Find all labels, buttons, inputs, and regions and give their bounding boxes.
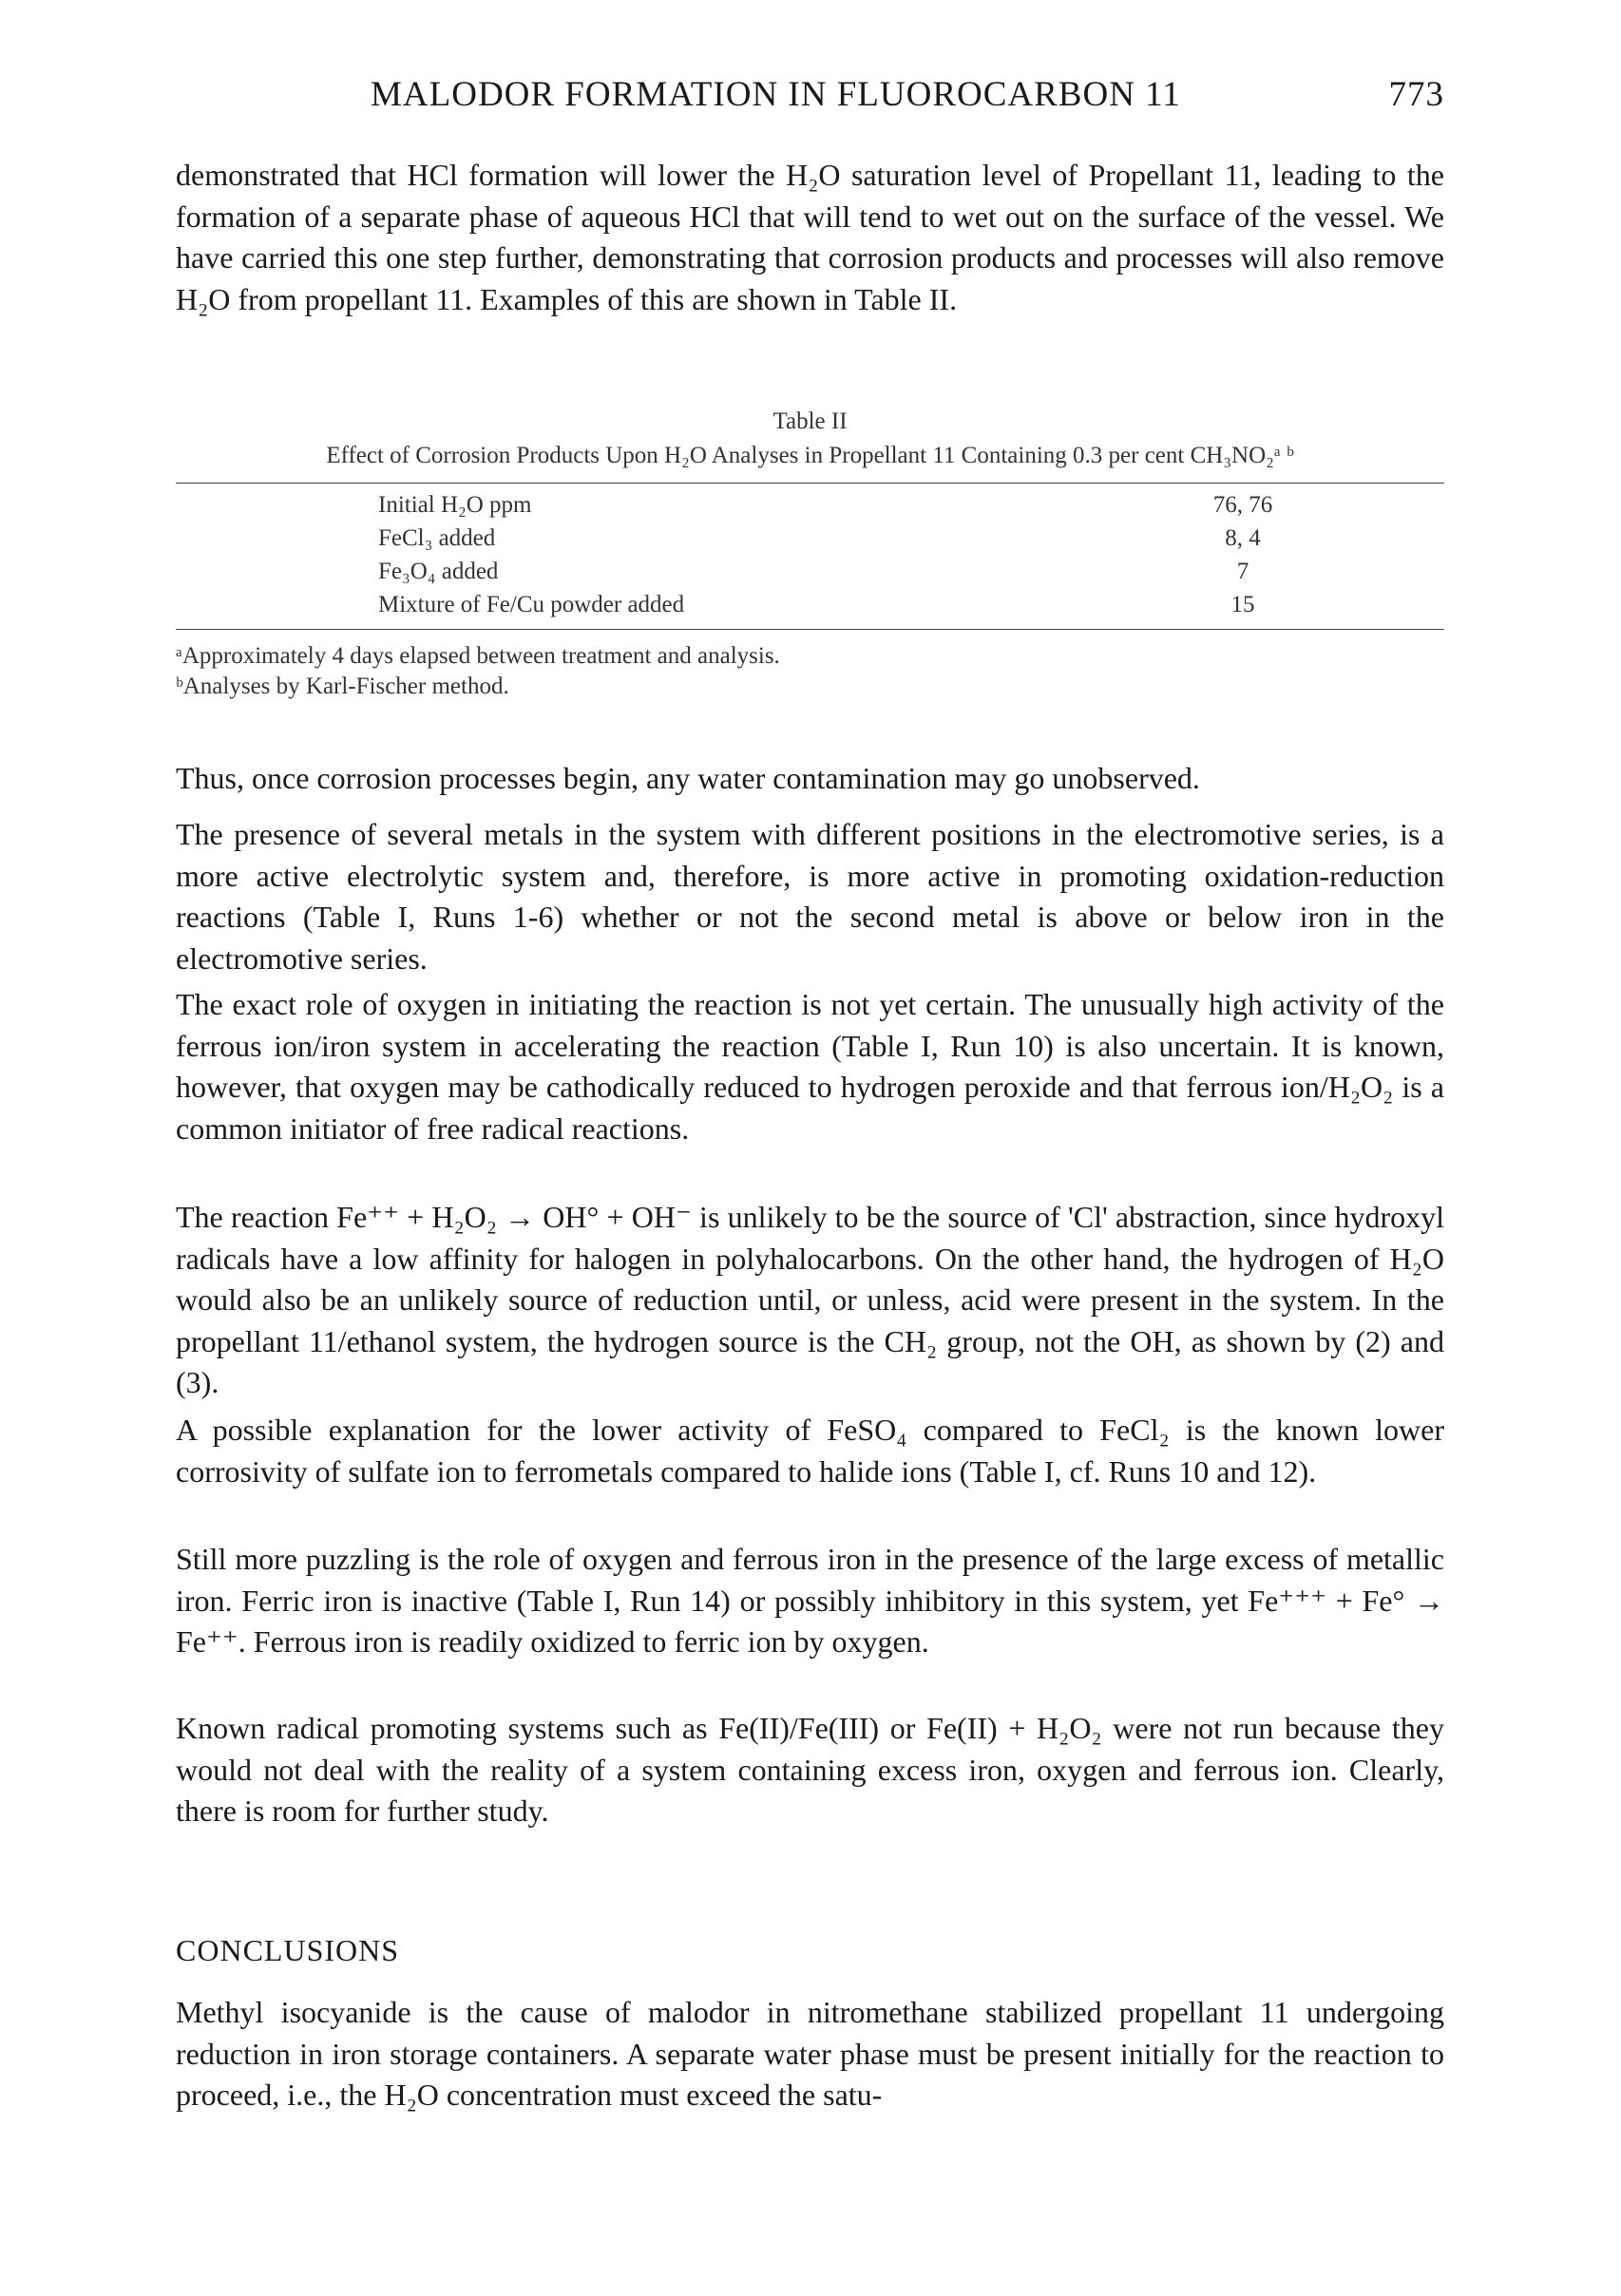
data-table — [378, 488, 1328, 621]
table-title: Effect of Corrosion Products Upon H₂O Analyses in Propellant 11 Containing 0.3 per cent CH₃NO₂ᵃ ᵇ — [326, 443, 1294, 468]
table-footnote-a: ᵃApproximately 4 days elapsed between treatment and analysis. — [176, 643, 780, 669]
paragraph-conclusions: Methyl isocyanide is the cause of malodor in nitromethane stabilized propellant 11 undergoing reduction in iron storage containers. A separate water phase must be present initially for the reaction to proceed, i.e., the H₂O concentration must exceed the satu- — [176, 1995, 1444, 2112]
row-value: 8, 4 — [1225, 525, 1261, 551]
row-value: 15 — [1230, 592, 1255, 617]
table-row — [378, 555, 1328, 588]
paragraph-sulfate: A possible explanation for the lower activity of FeSO₄ compared to FeCl₂ is the known lower corrosivity of sulfate ion to ferrometals compared to halide ions (Table I, cf. Runs 10 and 12). — [176, 1413, 1444, 1489]
paragraph-corrosion: Thus, once corrosion processes begin, any water contamination may go unobserved. — [176, 761, 1200, 795]
table-footnote-b: ᵇAnalyses by Karl-Fischer method. — [176, 674, 509, 699]
table-row — [378, 488, 1328, 522]
table-label: Table II — [772, 408, 848, 434]
running-title: MALODOR FORMATION IN FLUOROCARBON 11 — [371, 75, 1181, 114]
row-label: Initial H₂O ppm — [378, 492, 532, 518]
paragraph-hydroxyl: The reaction Fe⁺⁺ + H₂O₂ → OH° + OH⁻ is unlikely to be the source of 'Cl' abstraction, since hydroxyl radicals have a low affinity for halogen in polyhalocarbons. On the other hand, the hydrogen of H₂O would also be an unlikely source of reduction until, or unless, acid were present in the system. In the propellant 11/ethanol system, the hydrogen source is the CH₂ group, not the OH, as shown by (2) and (3). — [176, 1200, 1444, 1399]
paragraph-ferric-iron: Still more puzzling is the role of oxygen and ferrous iron in the presence of the large excess of metallic iron. Ferric iron is inactive (Table I, Run 14) or possibly inhibitory in this system, yet Fe⁺⁺⁺ + Fe° → Fe⁺⁺. Ferrous iron is readily oxidized to ferric ion by oxygen. — [176, 1542, 1444, 1659]
table-row — [378, 588, 1328, 621]
row-value: 76, 76 — [1212, 492, 1273, 518]
paragraph-oxygen-role: The exact role of oxygen in initiating the reaction is not yet certain. The unusually high activity of the ferrous ion/iron system in accelerating the reaction (Table I, Run 10) is also uncertain. It is known, however, that oxygen may be cathodically reduced to hydrogen peroxide and that ferrous ion/H₂O₂ is a common initiator of free radical reactions. — [176, 987, 1444, 1146]
row-value: 7 — [1236, 559, 1249, 584]
row-label: Mixture of Fe/Cu powder added — [378, 592, 685, 617]
paragraph-electromotive: The presence of several metals in the system with different positions in the electromotive series, is a more active electrolytic system and, therefore, is more active in promoting oxidation-reduction reactions (Table I, Runs 1-6) whether or not the second metal is above or below iron in the electromotive series. — [176, 817, 1444, 976]
paragraph-intro: demonstrated that HCl formation will lower the H₂O saturation level of Propellant 11, leading to the formation of a separate phase of aqueous HCl that will tend to wet out on the surface of the vessel. We have carried this one step further, demonstrating that corrosion products and processes will also remove H₂O from propellant 11. Examples of this are shown in Table II. — [176, 158, 1444, 316]
table-top-rule — [176, 483, 1444, 484]
table-row — [378, 522, 1328, 555]
row-label: Fe₃O₄ added — [378, 559, 499, 584]
page-header — [176, 74, 1444, 122]
paragraph-radical-systems: Known radical promoting systems such as Fe(II)/Fe(III) or Fe(II) + H₂O₂ were not run because they would not deal with the reality of a system containing excess iron, oxygen and ferrous ion. Clearly, there is room for further study. — [176, 1711, 1444, 1828]
table-bottom-rule — [176, 629, 1444, 630]
row-label: FeCl₃ added — [378, 525, 496, 551]
page-number: 773 — [1388, 75, 1444, 114]
conclusions-heading: CONCLUSIONS — [176, 1933, 400, 1967]
